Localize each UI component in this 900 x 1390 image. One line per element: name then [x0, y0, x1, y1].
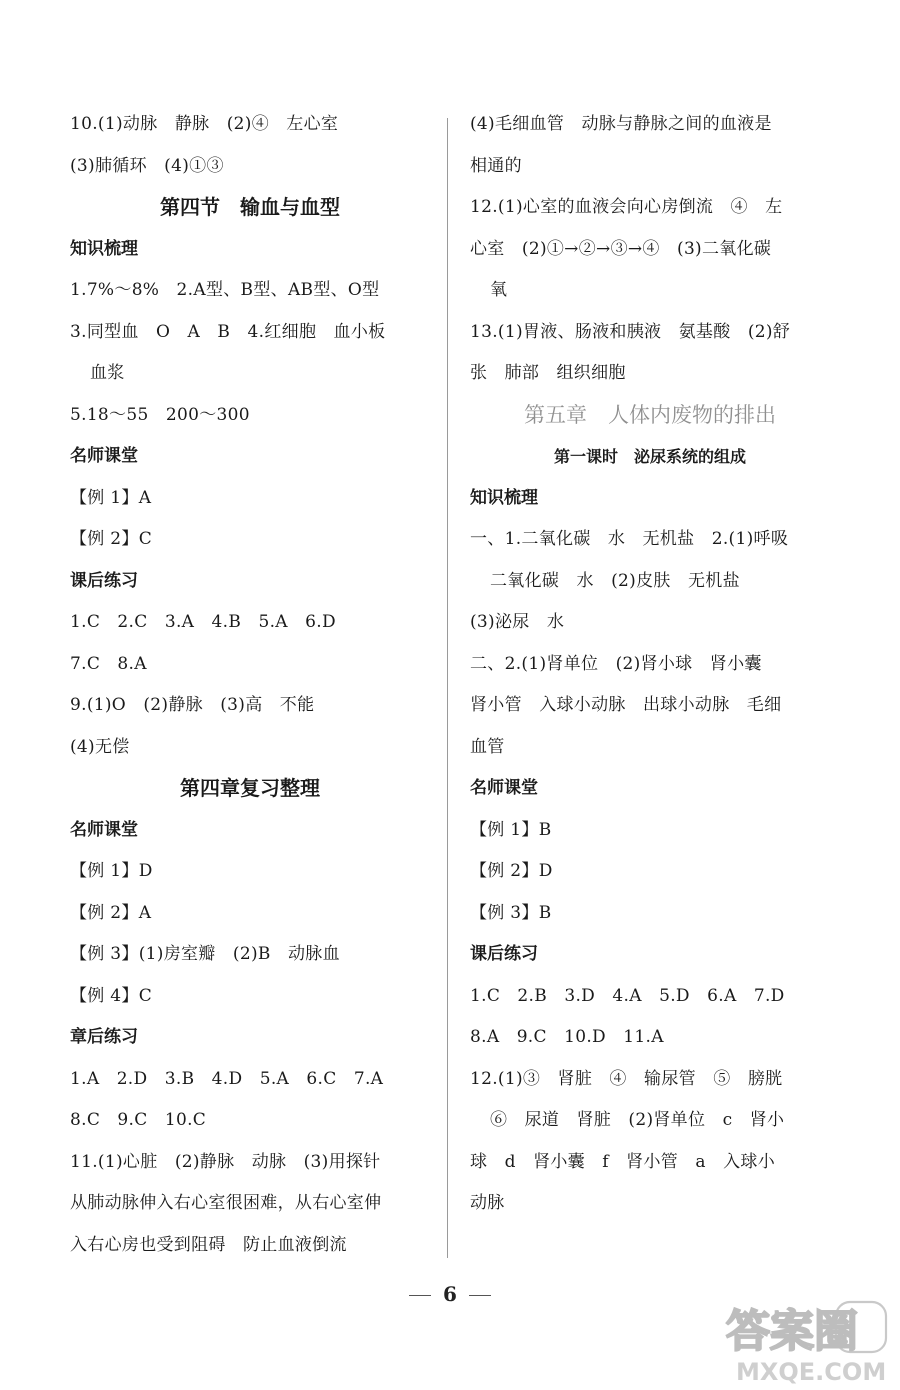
right-answer-line: 一、1.二氧化碳 水 无机盐 2.(1)呼吸 — [470, 529, 789, 549]
left-answer-line: 【例 2】A — [70, 902, 152, 923]
right-answer-line: 相通的 — [470, 155, 522, 176]
right-answer-line: 8.A 9.C 10.D 11.A — [470, 1027, 664, 1047]
right-answer-line: 【例 3】B — [470, 902, 552, 923]
left-answer-line: (3)肺循环 (4)①③ — [70, 155, 224, 176]
left-answer-line: 从肺动脉伸入右心室很困难，从右心室伸 — [70, 1193, 382, 1213]
right-answer-line: 球 d 肾小囊 f 肾小管 a 入球小 — [470, 1151, 776, 1172]
right-answer-line: 二、2.(1)肾单位 (2)肾小球 肾小囊 — [470, 653, 762, 674]
left-answer-line: 7.C 8.A — [70, 653, 147, 674]
left-answer-line: 9.(1)O (2)静脉 (3)高 不能 — [70, 695, 315, 715]
right-section-heading: 知识梳理 — [470, 487, 538, 508]
left-answer-line: 【例 1】A — [70, 487, 152, 508]
right-answer-line: 1.C 2.B 3.D 4.A 5.D 6.A 7.D — [470, 985, 785, 1006]
right-answer-line: (3)泌尿 水 — [470, 612, 565, 632]
right-answer-line: 血管 — [470, 736, 505, 757]
left-answer-line: 3.同型血 O A B 4.红细胞 血小板 — [70, 321, 386, 342]
right-answer-line: 【例 2】D — [470, 861, 553, 881]
right-answer-line: 12.(1)③ 肾脏 ④ 输尿管 ⑤ 膀胱 — [470, 1068, 783, 1089]
right-chapter-title: 第五章 人体内废物的排出 — [524, 402, 776, 427]
left-answer-line: 【例 2】C — [70, 529, 153, 549]
page-number: 6 — [443, 1282, 457, 1306]
watermark-text: 答案圈 — [726, 1306, 858, 1357]
right-lesson-title: 第一课时 泌尿系统的组成 — [553, 447, 746, 466]
right-answer-line: 张 肺部 组织细胞 — [470, 363, 626, 383]
right-answer-line: 肾小管 入球小动脉 出球小动脉 毛细 — [470, 695, 782, 715]
watermark-url: MXQE.COM — [736, 1358, 887, 1386]
left-section-heading: 课后练习 — [70, 570, 138, 591]
left-section-heading: 名师课堂 — [70, 819, 138, 840]
left-answer-line: 入右心房也受到阻碍 防止血液倒流 — [70, 1234, 347, 1255]
right-section-heading: 名师课堂 — [470, 778, 538, 798]
left-answer-line: 【例 4】C — [70, 985, 153, 1006]
left-answer-line: 1.C 2.C 3.A 4.B 5.A 6.D — [70, 612, 336, 632]
left-section-heading: 章后练习 — [70, 1027, 138, 1047]
left-section-title: 第四节 输血与血型 — [160, 195, 340, 219]
left-answer-line: 11.(1)心脏 (2)静脉 动脉 (3)用探针 — [70, 1151, 381, 1172]
left-section-heading: 知识梳理 — [70, 238, 138, 259]
right-answer-line: 心室 (2)①→②→③→④ (3)二氧化碳 — [470, 238, 772, 259]
left-answer-line: (4)无偿 — [70, 736, 130, 757]
watermark-logo — [718, 1298, 894, 1386]
right-answer-line: 12.(1)心室的血液会向心房倒流 ④ 左 — [470, 197, 783, 217]
right-answer-line: ⑥ 尿道 肾脏 (2)肾单位 c 肾小 — [490, 1110, 785, 1130]
right-answer-line: 【例 1】B — [470, 819, 552, 840]
left-answer-line: 10.(1)动脉 静脉 (2)④ 左心室 — [70, 114, 339, 134]
right-answer-line: (4)毛细血管 动脉与静脉之间的血液是 — [470, 114, 772, 134]
left-column — [70, 104, 430, 1266]
right-column — [470, 104, 830, 1225]
left-answer-line: 1.A 2.D 3.B 4.D 5.A 6.C 7.A — [70, 1068, 384, 1089]
left-answer-line: 1.7%～8% 2.A型、B型、AB型、O型 — [70, 280, 380, 300]
right-answer-line: 二氧化碳 水 (2)皮肤 无机盐 — [490, 570, 740, 591]
column-divider — [447, 118, 448, 1258]
left-answer-line: 【例 3】(1)房室瓣 (2)B 动脉血 — [70, 944, 340, 964]
left-answer-line: 5.18～55 200～300 — [70, 404, 250, 425]
right-answer-line: 氧 — [490, 280, 508, 300]
right-answer-line: 13.(1)胃液、肠液和胰液 氨基酸 (2)舒 — [470, 321, 791, 342]
left-answer-line: 血浆 — [90, 363, 125, 383]
left-answer-line: 【例 1】D — [70, 861, 153, 881]
right-answer-line: 动脉 — [470, 1193, 505, 1213]
left-section-title: 第四章复习整理 — [180, 776, 320, 800]
left-section-heading: 名师课堂 — [70, 446, 138, 466]
footer-dash-left — [409, 1295, 431, 1296]
left-answer-line: 8.C 9.C 10.C — [70, 1110, 207, 1130]
right-section-heading: 课后练习 — [470, 944, 538, 964]
footer-dash-right — [469, 1295, 491, 1296]
